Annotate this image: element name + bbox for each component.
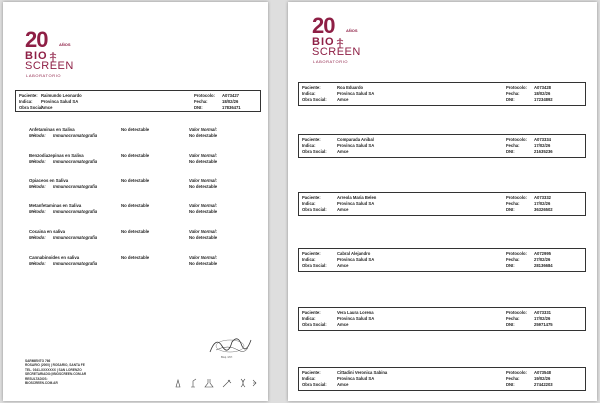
logo-laboratorio: LABORATORIO — [26, 73, 62, 78]
valor-normal-label: Valor Normal: — [189, 153, 218, 158]
dni-value: 28136684 — [534, 263, 553, 268]
patient-header — [298, 307, 586, 331]
test-item — [29, 153, 259, 171]
footer-line: ROSARIO (2000) | ROSARIO, SANTA FE — [25, 363, 85, 368]
obra-social-value: Amce — [337, 149, 349, 154]
bioscreen-logo — [25, 29, 95, 85]
dni-label: DNI: — [506, 97, 515, 102]
report-page-left — [3, 2, 268, 401]
test-item — [29, 255, 259, 273]
obra-social-label: Obra Social: — [19, 105, 44, 110]
obra-social-value: Amce — [337, 207, 349, 212]
footer-line: SECRETARIADO@BIOSCREEN.COM.AR — [25, 372, 87, 377]
footer-line: SARMIENTO 766 — [25, 359, 51, 363]
metodo-label: Método: — [29, 235, 46, 240]
test-item — [29, 229, 259, 247]
test-result: No detectable — [121, 203, 150, 208]
protocolo-label: Protocolo: — [506, 85, 527, 90]
dni-value: 25971475 — [534, 322, 553, 327]
lab-footer — [25, 359, 86, 385]
bioscreen-logo — [312, 15, 382, 71]
protocolo-value: A073334 — [534, 137, 551, 142]
fecha-value: 17/02/26 — [534, 316, 551, 321]
indica-label: Indica: — [302, 257, 316, 262]
test-name: Anfetaminas en Saliva — [29, 127, 75, 132]
dni-value: 17836471 — [222, 105, 241, 110]
protocolo-value: A073428 — [534, 85, 551, 90]
paciente-label: Paciente: — [302, 310, 321, 315]
dni-label: DNI: — [506, 322, 515, 327]
logo-bio: BIO — [25, 50, 48, 62]
metodo-label: Método: — [29, 133, 46, 138]
obra-social-value: Amce — [41, 105, 53, 110]
molecule-icon — [253, 380, 256, 386]
metodo-label: Método: — [29, 159, 46, 164]
metodo-value: Inmunocromatografia — [53, 133, 98, 138]
footer-line: TEL. 0341-XXXXXXX | SAN LORENZO — [25, 367, 82, 372]
indica-value: Provinca Salud SA — [337, 316, 375, 321]
indica-label: Indica: — [302, 143, 316, 148]
test-item — [29, 127, 259, 145]
logo-twenty: 20 — [25, 27, 48, 52]
obra-social-label: Obra Social: — [302, 322, 327, 327]
valor-normal-label: Valor Normal: — [189, 203, 218, 208]
fecha-label: Fecha: — [506, 376, 520, 381]
paciente-value: Cittadini Veronica Sabina — [337, 370, 388, 375]
test-name: Cannabinoides en saliva — [29, 255, 80, 260]
protocolo-label: Protocolo: — [506, 370, 527, 375]
valor-normal-value: No detectable — [189, 261, 218, 266]
protocolo-value: A073548 — [534, 370, 551, 375]
indica-value: Provinca Salud SA — [337, 376, 375, 381]
obra-social-value: Amce — [337, 263, 349, 268]
fecha-value: 17/02/26 — [534, 143, 551, 148]
test-result: No detectable — [121, 153, 150, 158]
metodo-value: Inmunocromatografia — [53, 159, 98, 164]
flask-icon — [205, 379, 213, 387]
paciente-value: Raimundo Leonardo — [41, 93, 82, 98]
indica-label: Indica: — [302, 201, 316, 206]
dni-label: DNI: — [194, 105, 203, 110]
indica-value: Provinca Salud SA — [337, 91, 375, 96]
indica-value: Provinca Salud SA — [337, 143, 375, 148]
metodo-value: Inmunocromatografia — [53, 235, 98, 240]
paciente-label: Paciente: — [302, 137, 321, 142]
indica-value: Provinca Salud SA — [41, 99, 79, 104]
obra-social-label: Obra Social: — [302, 263, 327, 268]
signature — [208, 332, 253, 358]
metodo-label: Método: — [29, 261, 46, 266]
paciente-label: Paciente: — [302, 370, 321, 375]
valor-normal-value: No detectable — [189, 209, 218, 214]
indica-value: Provinca Salud SA — [337, 257, 375, 262]
fecha-label: Fecha: — [506, 143, 520, 148]
fecha-label: Fecha: — [506, 257, 520, 262]
protocolo-label: Protocolo: — [194, 93, 215, 98]
dni-value: 17234892 — [534, 97, 553, 102]
protocolo-label: Protocolo: — [506, 310, 527, 315]
fecha-value: 17/02/26 — [534, 201, 551, 206]
paciente-value: Roa Eduardo — [337, 85, 364, 90]
fecha-value: 18/02/26 — [222, 99, 239, 104]
valor-normal-label: Valor Normal: — [189, 255, 218, 260]
metodo-value: Inmunocromatografia — [53, 209, 98, 214]
metodo-value: Inmunocromatografia — [53, 184, 98, 189]
logo-screen: SCREEN — [25, 60, 74, 72]
fecha-label: Fecha: — [506, 316, 520, 321]
indica-label: Indica: — [302, 91, 316, 96]
obra-social-label: Obra Social: — [302, 207, 327, 212]
paciente-value: Cabral Alejandro — [337, 251, 371, 256]
indica-label: Indica: — [19, 99, 33, 104]
valor-normal-label: Valor Normal: — [189, 229, 218, 234]
paciente-label: Paciente: — [302, 195, 321, 200]
fecha-label: Fecha: — [506, 91, 520, 96]
indica-label: Indica: — [302, 376, 316, 381]
protocolo-label: Protocolo: — [506, 251, 527, 256]
valor-normal-label: Valor Normal: — [189, 127, 218, 132]
obra-social-label: Obra Social: — [302, 149, 327, 154]
fecha-label: Fecha: — [194, 99, 208, 104]
obra-social-value: Amce — [337, 97, 349, 102]
fecha-value: 18/02/26 — [534, 91, 551, 96]
valor-normal-value: No detectable — [189, 159, 218, 164]
patient-header — [298, 367, 586, 391]
dni-value: 27442203 — [534, 382, 553, 387]
test-result: No detectable — [121, 229, 150, 234]
test-result: No detectable — [121, 255, 150, 260]
dni-label: DNI: — [506, 207, 515, 212]
protocolo-value: A072995 — [534, 251, 551, 256]
dni-value: 21635236 — [534, 149, 553, 154]
test-result: No detectable — [121, 178, 150, 183]
test-name: Metanfetaminas en Saliva — [29, 203, 82, 208]
logo-screen: SCREEN — [312, 46, 361, 58]
valor-normal-value: No detectable — [189, 184, 218, 189]
paciente-value: Comparada Anibal — [337, 137, 374, 142]
logo-laboratorio: LABORATORIO — [313, 59, 349, 64]
fecha-label: Fecha: — [506, 201, 520, 206]
indica-value: Provinca Salud SA — [337, 201, 375, 206]
valor-normal-value: No detectable — [189, 133, 218, 138]
microscope-icon — [191, 379, 196, 387]
test-name: Cocaina en saliva — [29, 229, 66, 234]
patient-header — [298, 82, 586, 106]
footer-link: BIOSCREEN.COM.AR — [25, 381, 58, 386]
valor-normal-value: No detectable — [189, 235, 218, 240]
patient-header — [298, 134, 586, 158]
metodo-label: Método: — [29, 184, 46, 189]
protocolo-value: A073427 — [222, 93, 239, 98]
dni-label: DNI: — [506, 382, 515, 387]
metodo-label: Método: — [29, 209, 46, 214]
paciente-value: Arreola Maria Belen — [337, 195, 377, 200]
obra-social-value: Amce — [337, 322, 349, 327]
lab-icon — [176, 380, 180, 387]
patient-header — [15, 90, 261, 112]
paciente-label: Paciente: — [302, 85, 321, 90]
obra-social-label: Obra Social: — [302, 382, 327, 387]
logo-bio: BIO — [312, 36, 335, 48]
protocolo-value: A073331 — [534, 310, 551, 315]
metodo-value: Inmunocromatografia — [53, 261, 98, 266]
obra-social-value: Amce — [337, 382, 349, 387]
logo-anos: AÑOS — [59, 42, 71, 47]
valor-normal-label: Valor Normal: — [189, 178, 218, 183]
protocolo-label: Protocolo: — [506, 195, 527, 200]
fecha-value: 27/02/26 — [534, 257, 551, 262]
obra-social-label: Obra Social: — [302, 97, 327, 102]
paciente-label: Paciente: — [19, 93, 38, 98]
paciente-value: Vera Laura Lorena — [337, 310, 374, 315]
patient-header — [298, 248, 586, 272]
logo-twenty: 20 — [312, 13, 335, 38]
paciente-label: Paciente: — [302, 251, 321, 256]
dni-value: 36326502 — [534, 207, 553, 212]
signature-caption: Bioq. M.P. — [221, 356, 233, 359]
dni-label: DNI: — [506, 263, 515, 268]
test-item — [29, 178, 259, 196]
report-page-right — [288, 2, 597, 401]
test-name: Opiaceos en Saliva — [29, 178, 69, 183]
fecha-value: 19/02/26 — [534, 376, 551, 381]
footer-line: RESULTADOS: — [25, 376, 48, 381]
protocolo-value: A073332 — [534, 195, 551, 200]
test-name: Benzodiazepinas en Saliva — [29, 153, 84, 158]
patient-header — [298, 192, 586, 216]
indica-label: Indica: — [302, 316, 316, 321]
syringe-icon — [223, 380, 231, 387]
logo-anos: AÑOS — [346, 28, 358, 33]
dna-icon — [241, 379, 245, 387]
certification-icons — [173, 378, 258, 388]
test-item — [29, 203, 259, 221]
test-result: No detectable — [121, 127, 150, 132]
protocolo-label: Protocolo: — [506, 137, 527, 142]
dni-label: DNI: — [506, 149, 515, 154]
